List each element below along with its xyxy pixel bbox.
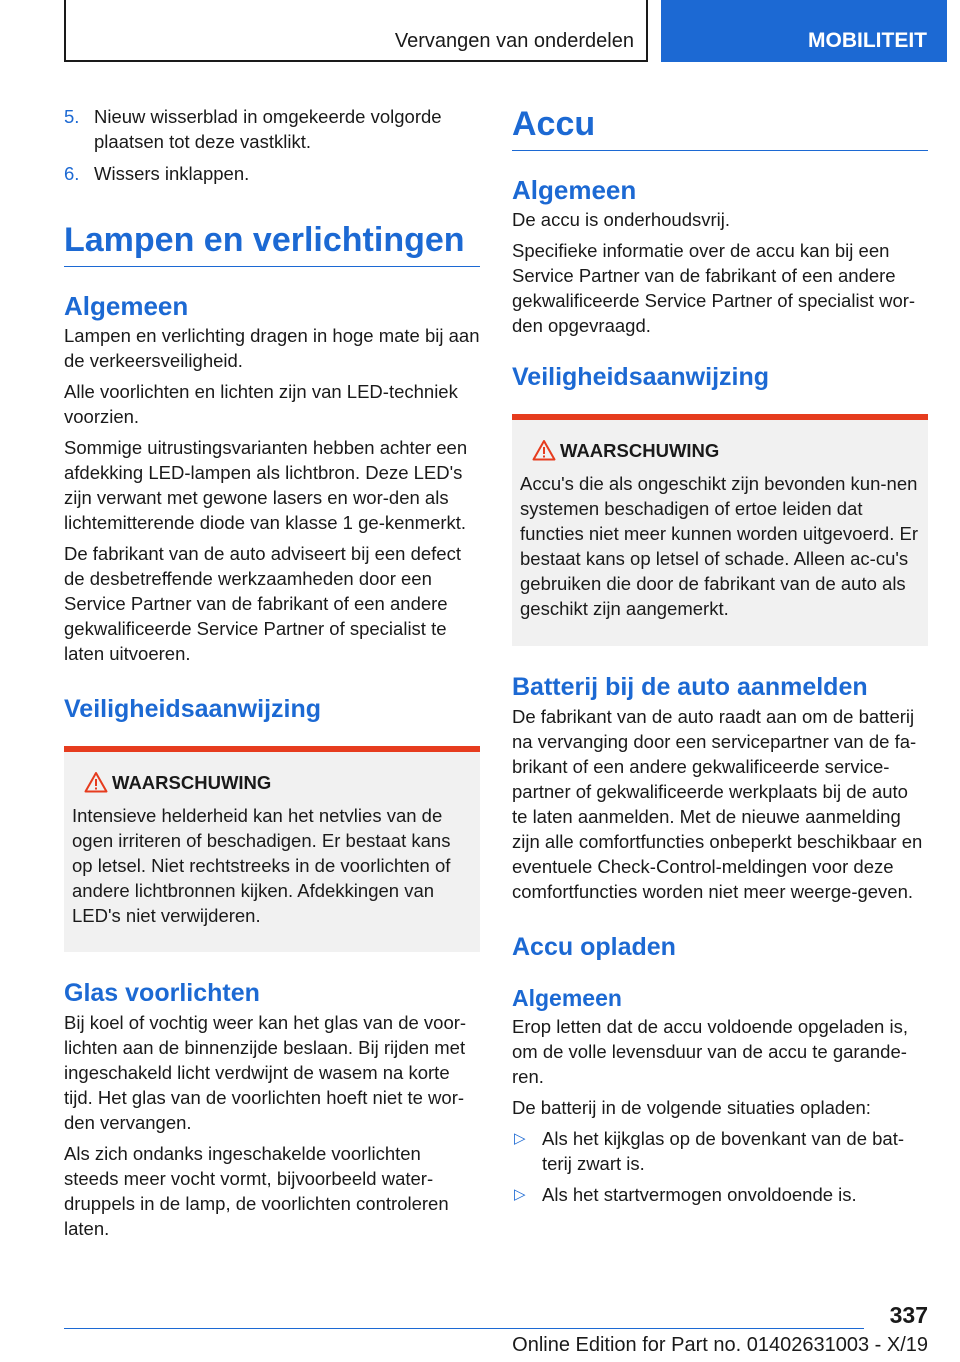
warning-text: Intensieve helderheid kan het netvlies van de ogen irriteren of beschadigen. Er bestaat kans op letsel. Niet rechtstreeks in de voorlichten of andere lichtbronnen kijken. Afdekkingen van LED's niet verwijderen. (72, 805, 451, 926)
accu-warning-text: Accu's die als ongeschikt zijn bevonden kun-nen systemen beschadigen of ertoe leiden dat functies niet meer kunnen worden uitgevoerd. Er bestaat kans op letsel of schade. Alleen ac-cu's gebruiken die door de fabrikant van de auto als geschikt zijn aangemerkt. (520, 473, 918, 619)
accu-safety-heading: Veiligheidsaanwijzing (512, 363, 770, 391)
glass-paragraph-1: Bij koel of vochtig weer kan het glas van de voor-lichten aan de binnenzijde beslaan. Bij rijden met ingeschakeld licht verdwijnt de wasem na korte tijd. Het glas van de voorlichten hoeft niet te wor-den vervangen. (64, 1012, 467, 1133)
footer-rule (64, 1328, 864, 1329)
step-list (64, 104, 480, 186)
bullet-item (512, 1126, 928, 1176)
general-paragraph-4: De fabrikant van de auto adviseert bij een defect de desbetreffende werkzaamheden door een Service Partner van de fabrikant of een andere gekwalificeerde Service Partner of specialist te laten uitvoeren. (64, 543, 461, 664)
charge-paragraph-1: Erop letten dat de accu voldoende opgeladen is, om de volle levensduur van de accu te garande-ren. (512, 1016, 908, 1087)
accu-warning-label-row (520, 438, 920, 463)
left-column (64, 104, 480, 1241)
chapter-title: MOBILITEIT (808, 28, 927, 52)
general-paragraph-2: Alle voorlichten en lichten zijn van LED-techniek voorzien. (64, 381, 458, 427)
charge-paragraph-2: De batterij in de volgende situaties opladen: (512, 1097, 871, 1118)
charge-subheading: Algemeen (512, 985, 622, 1011)
step-number: 5. (64, 106, 80, 127)
warning-icon (84, 771, 108, 793)
warning-box (64, 746, 480, 952)
step-number: 6. (64, 163, 80, 184)
accu-general-paragraph-2: Specifieke informatie over de accu kan bij een Service Partner van de fabrikant of een andere gekwalificeerde Service Partner of specialist wor-den opgevraagd. (512, 240, 916, 336)
glass-heading: Glas voorlichten (64, 979, 260, 1007)
footer-edition: Online Edition for Part no. 01402631003 - X/19 (512, 1334, 928, 1356)
bullet-text: Als het kijkglas op de bovenkant van de bat-terij zwart is. (542, 1128, 905, 1174)
general-paragraph-1: Lampen en verlichting dragen in hoge mate bij aan de verkeersveiligheid. (64, 325, 480, 371)
step-item (64, 161, 480, 186)
bullet-item (512, 1182, 928, 1207)
register-paragraph: De fabrikant van de auto raadt aan om de batterij na vervanging door een servicepartner van de fa-brikant of een andere gekwalificeerde service-partner of gekwalificeerde werkplaats bij de auto te laten aanmelden. Met de nieuwe aanmelding zijn alle comfortfuncties onbeperkt beschikbaar en eventuele Check-Control-meldingen voor deze comfortfuncties worden niet meer weerge-geven. (512, 706, 923, 902)
lamps-heading: Lampen en verlichtingen (64, 220, 480, 267)
register-heading: Batterij bij de auto aanmelden (512, 673, 868, 701)
triangle-bullet-icon: ▷ (514, 1130, 526, 1147)
glass-paragraph-2: Als zich ondanks ingeschakelde voorlichten steeds meer vocht vormt, bijvoorbeeld water-druppels in de lamp, de voorlichten controleren laten. (64, 1143, 449, 1239)
general-paragraph-3: Sommige uitrustingsvarianten hebben achter een afdekking LED-lampen als lichtbron. Deze LED's zijn verwant met gewone lasers en wor-den als lichtemitterende diode van klasse 1 ge-kenmerkt. (64, 437, 468, 533)
page-number: 337 (889, 1302, 928, 1328)
chapter-tab (661, 0, 947, 62)
charge-heading: Accu opladen (512, 933, 676, 961)
step-text: Wissers inklappen. (94, 163, 250, 184)
section-header (64, 0, 648, 62)
step-text: Nieuw wisserblad in omgekeerde volgorde plaatsen tot deze vastklikt. (94, 106, 442, 152)
bullet-text: Als het startvermogen onvoldoende is. (542, 1184, 857, 1205)
warning-label-row (72, 770, 472, 795)
step-item (64, 104, 480, 154)
accu-general-paragraph-1: De accu is onderhoudsvrij. (512, 209, 730, 230)
general-heading: Algemeen (64, 291, 189, 321)
warning-icon (532, 439, 556, 461)
accu-warning-label: WAARSCHUWING (560, 440, 720, 461)
safety-heading: Veiligheidsaanwijzing (64, 695, 322, 723)
warning-label: WAARSCHUWING (112, 772, 272, 793)
accu-warning-box (512, 414, 928, 646)
right-column (512, 104, 928, 1207)
triangle-bullet-icon: ▷ (514, 1186, 526, 1203)
section-title: Vervangen van onderdelen (394, 29, 634, 52)
accu-general-heading: Algemeen (512, 175, 637, 205)
accu-heading: Accu (512, 104, 928, 151)
